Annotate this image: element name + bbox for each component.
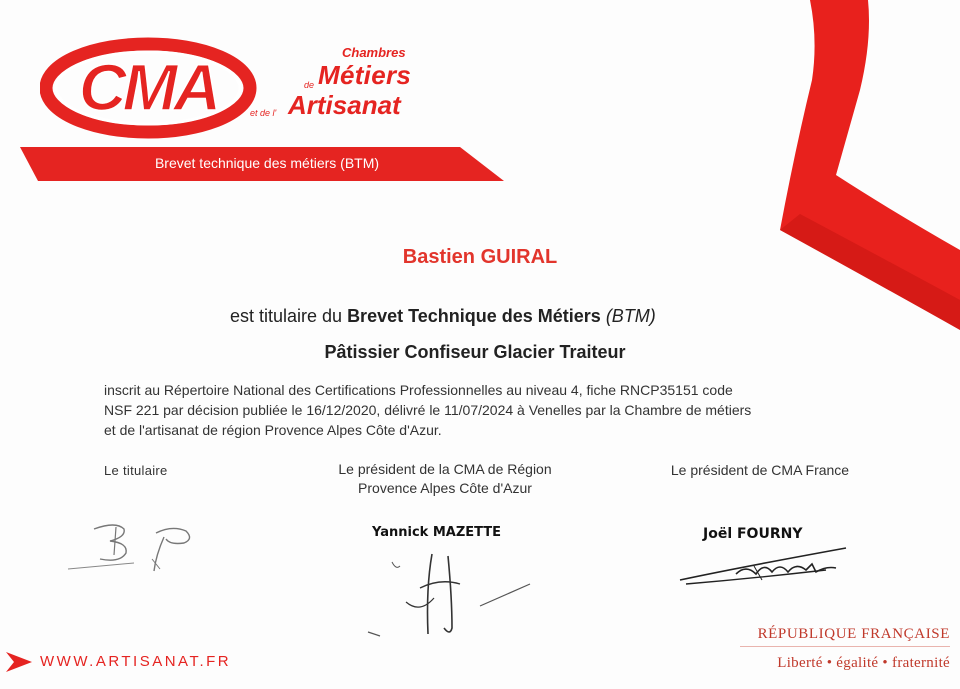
logo-chambres: Chambres (342, 45, 406, 60)
holder-name-text: Bastien GUIRAL (402, 246, 558, 268)
holder-name (0, 246, 960, 269)
rf-divider (740, 646, 950, 647)
region-label-line-2: Provence Alpes Côte d'Azur (358, 480, 532, 496)
titulaire-signature (64, 515, 204, 575)
region-label-line-1: Le président de la CMA de Région (338, 461, 552, 477)
mazette-signature (360, 548, 540, 643)
region-president-label (300, 460, 590, 498)
logo-de: de (304, 80, 315, 90)
certification-details (104, 380, 884, 440)
titulaire-label: Le titulaire (104, 463, 168, 478)
monogram-text: CMA (78, 50, 218, 124)
logo-metiers: Métiers (318, 60, 412, 90)
republique-motto: Liberté • égalité • fraternité (777, 655, 950, 671)
diploma-abbrev: (BTM) (600, 306, 656, 326)
signatory-fourny: Joël FOURNY (703, 526, 803, 542)
red-arrow-icon (6, 652, 32, 672)
details-line-2: NSF 221 par décision publiée le 16/12/2020, délivré le 11/07/2024 à Venelles par la Chambre de métiers (104, 402, 752, 418)
diploma-title: Brevet Technique des Métiers (347, 306, 601, 326)
fourny-signature (676, 544, 856, 594)
btm-band-label: Brevet technique des métiers (BTM) (154, 155, 380, 171)
signatory-mazette: Yannick MAZETTE (372, 525, 502, 540)
details-line-1: inscrit au Répertoire National des Certifications Professionnelles au niveau 4, fiche RNCP35151 code (104, 382, 733, 398)
republique-francaise-mark (740, 626, 950, 672)
red-ribbon-decoration (740, 0, 960, 330)
france-president-label: Le président de CMA France (670, 462, 850, 478)
speciality (0, 342, 960, 363)
details-line-3: et de l'artisanat de région Provence Alpes Côte d'Azur. (104, 422, 442, 438)
statement-prefix: est titulaire du (230, 306, 348, 326)
website-url[interactable]: WWW.ARTISANAT.FR (40, 653, 232, 670)
titulaire-statement (230, 306, 656, 327)
republique-title: RÉPUBLIQUE FRANÇAISE (757, 626, 950, 642)
speciality-text: Pâtissier Confiseur Glacier Traiteur (324, 342, 626, 362)
logo-et-de-l: et de l' (250, 108, 277, 118)
btm-band (20, 147, 504, 181)
logo-wordmark (250, 42, 480, 142)
logo-artisanat: Artisanat (288, 90, 401, 120)
